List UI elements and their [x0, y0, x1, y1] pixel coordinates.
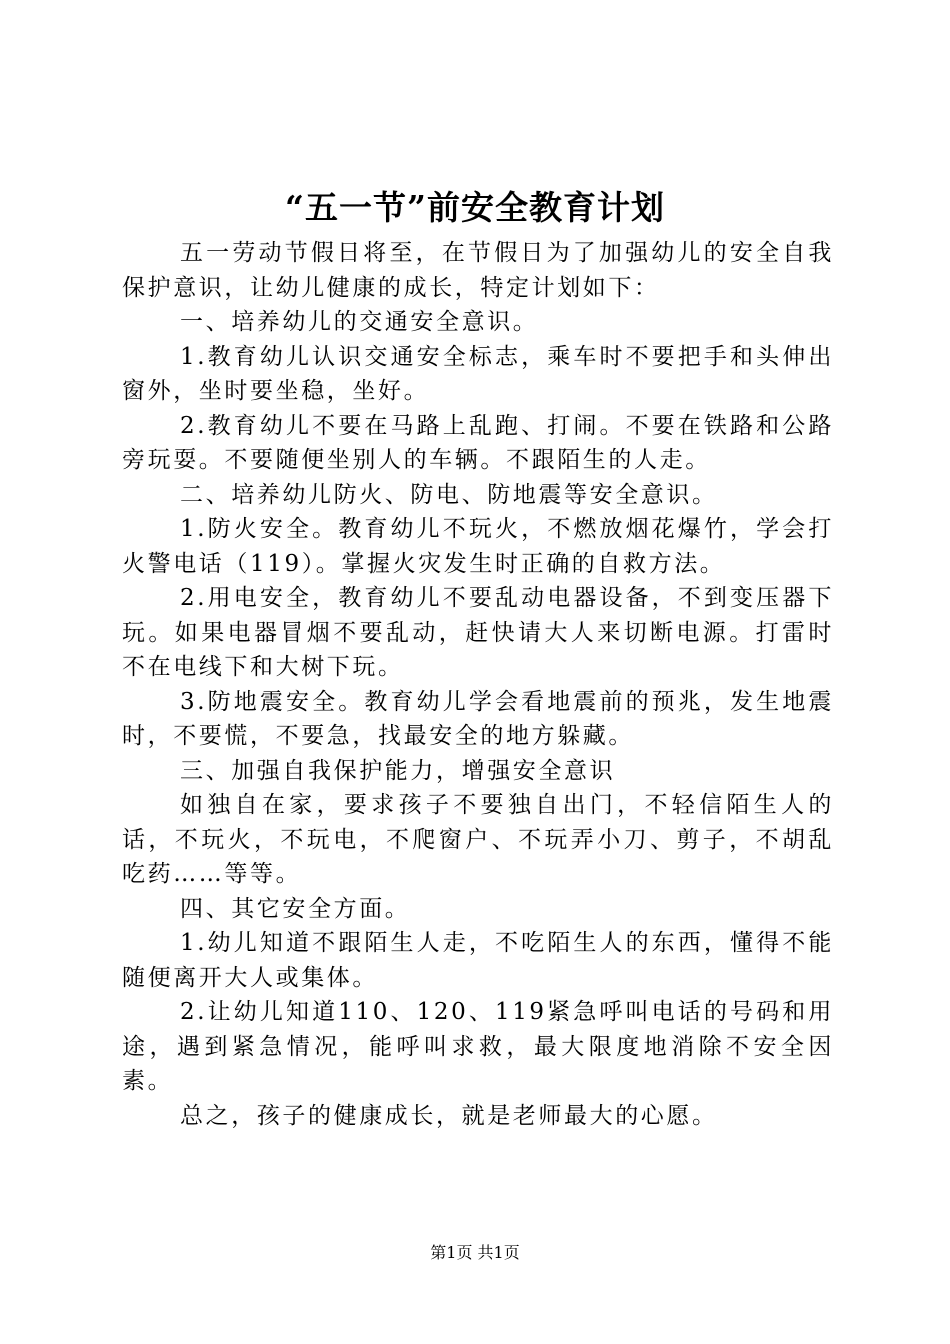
document-body: [122, 236, 834, 1133]
page-footer: 第1页 共1页: [430, 1243, 520, 1262]
conclusion-paragraph: 总之，孩子的健康成长，就是老师最大的心愿。: [180, 1102, 718, 1129]
section-heading-other-safety: 四、其它安全方面。: [180, 895, 411, 922]
traffic-item-2: 2.教育幼儿不要在马路上乱跑、打闹。不要在铁路和公路旁玩耍。不要随便坐别人的车辆。不跟陌生的人走。: [122, 412, 834, 473]
earthquake-safety-item: 3.防地震安全。教育幼儿学会看地震前的预兆，发生地震时，不要慌，不要急，找最安全的地方躲藏。: [122, 688, 834, 749]
section-heading-traffic: 一、培养幼儿的交通安全意识。: [180, 309, 539, 335]
self-protection-paragraph: 如独自在家，要求孩子不要独自出门，不轻信陌生人的话，不玩火，不玩电，不爬窗户、不玩弄小刀、剪子，不胡乱吃药……等等。: [122, 792, 834, 887]
section-heading-fire-electric-quake: 二、培养幼儿防火、防电、防地震等安全意识。: [180, 481, 718, 508]
electric-safety-item: 2.用电安全，教育幼儿不要乱动电器设备，不到变压器下玩。如果电器冒烟不要乱动，赶快请大人来切断电源。打雷时不在电线下和大树下玩。: [122, 585, 834, 680]
other-safety-item-2: 2.让幼儿知道110、120、119紧急呼叫电话的号码和用途，遇到紧急情况，能呼叫求救，最大限度地消除不安全因素。: [122, 999, 834, 1094]
document-title: “五一节”前安全教育计划: [285, 188, 665, 227]
intro-paragraph: 五一劳动节假日将至，在节假日为了加强幼儿的安全自我保护意识，让幼儿健康的成长，特定计划如下：: [122, 240, 834, 301]
other-safety-item-1: 1.幼儿知道不跟陌生人走，不吃陌生人的东西，懂得不能随便离开大人或集体。: [122, 930, 834, 991]
traffic-item-1: 1.教育幼儿认识交通安全标志，乘车时不要把手和头伸出窗外，坐时要坐稳，坐好。: [122, 343, 834, 404]
fire-safety-item: 1.防火安全。教育幼儿不玩火，不燃放烟花爆竹，学会打火警电话（119）。掌握火灾发生时正确的自救方法。: [122, 516, 834, 577]
section-heading-self-protection: 三、加强自我保护能力，增强安全意识: [180, 757, 616, 784]
